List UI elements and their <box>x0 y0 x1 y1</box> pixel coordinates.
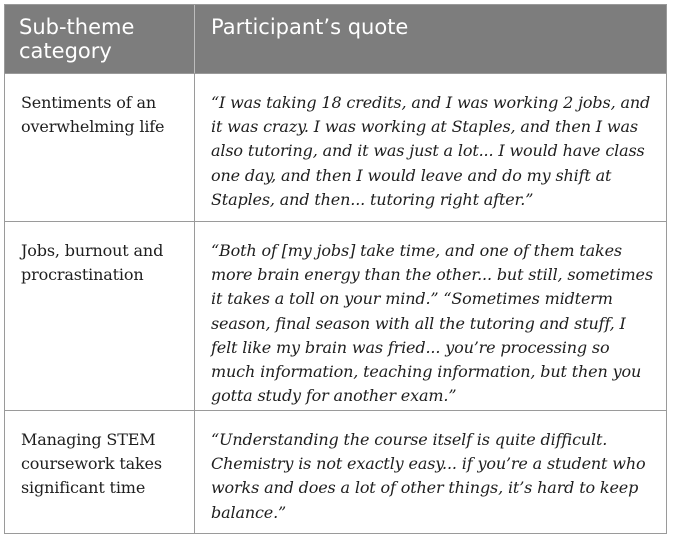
quote-table <box>4 4 667 534</box>
category-cell: Managing STEM coursework takes significant time <box>5 411 195 533</box>
header-participant-quote: Participant’s quote <box>211 15 409 39</box>
table-row <box>5 73 666 221</box>
quote-cell: “Both of [my jobs] take time, and one of them takes more brain energy than the other... but still, sometimes it takes a toll on your mind.” “Sometimes midterm season, final season with all the tutoring and stuff, I felt like my brain was fried... you’re processing so much information, teaching information, but then you gotta study for another exam.” <box>211 241 653 406</box>
table-row <box>5 221 666 410</box>
category-cell: Sentiments of an overwhelming life <box>5 74 195 221</box>
quote-cell: “Understanding the course itself is quite difficult. Chemistry is not exactly easy... if you’re a student who works and does a lot of other things, it’s hard to keep balance.” <box>211 430 646 522</box>
quote-cell: “I was taking 18 credits, and I was working 2 jobs, and it was crazy. I was working at Staples, and then I was also tutoring, and it was just a lot... I would have class one day, and then I would leave and do my shift at Staples, and then... tutoring right after.” <box>211 93 651 209</box>
table-header <box>5 5 666 73</box>
category-cell: Jobs, burnout and procrastination <box>5 222 195 410</box>
table-row <box>5 410 666 533</box>
header-sub-theme-category: Sub-theme category <box>5 5 195 73</box>
